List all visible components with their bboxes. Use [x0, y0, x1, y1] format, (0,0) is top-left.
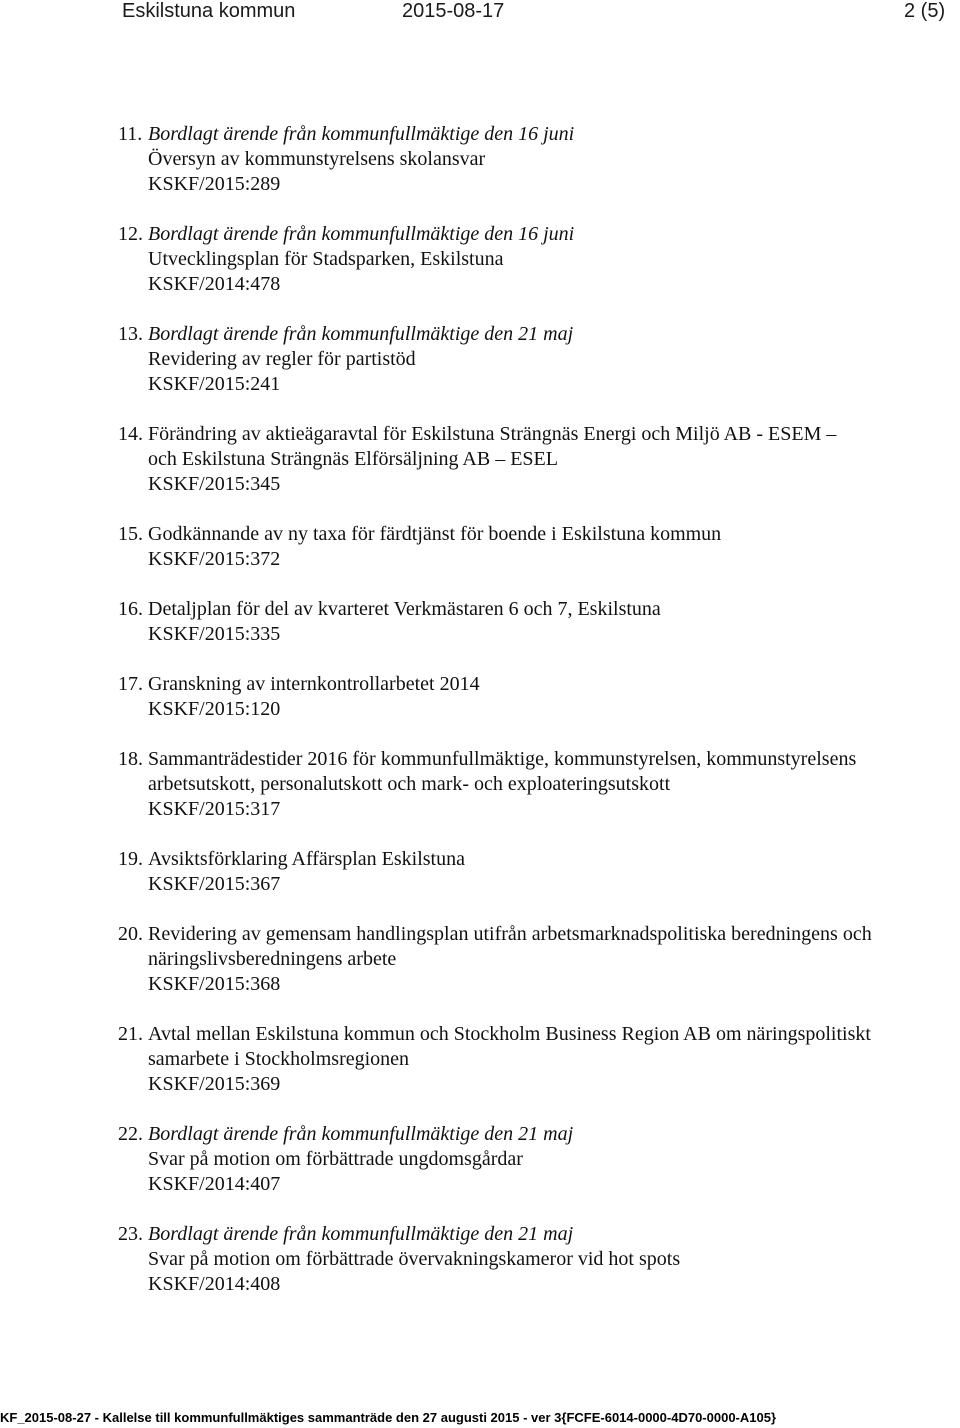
agenda-item-case-id: KSKF/2015:368 [148, 973, 281, 995]
agenda-item [0, 1022, 960, 1097]
agenda-item-note: Bordlagt ärende från kommunfullmäktige den 21 maj [148, 1223, 574, 1245]
agenda-item-title: Utvecklingsplan för Stadsparken, Eskilstuna [148, 248, 504, 270]
agenda-item-number: 15. [118, 523, 143, 545]
agenda-item-title: Detaljplan för del av kvarteret Verkmästaren 6 och 7, Eskilstuna [148, 598, 661, 620]
agenda-item [0, 1122, 960, 1197]
agenda-item-number: 19. [118, 848, 143, 870]
agenda-item-case-id: KSKF/2015:367 [148, 873, 281, 895]
agenda-item-case-id: KSKF/2015:372 [148, 548, 281, 570]
page-header [0, 0, 960, 26]
page-footer: KF_2015-08-27 - Kallelse till kommunfullmäktiges sammanträde den 27 augusti 2015 - ver 3{FCFE-6014-0000-4D70-0000-A105} [0, 1410, 777, 1425]
agenda-item-title: Översyn av kommunstyrelsens skolansvar [148, 148, 486, 170]
header-date: 2015-08-17 [402, 0, 505, 22]
agenda-item [0, 422, 960, 497]
agenda-item-title: och Eskilstuna Strängnäs Elförsäljning AB – ESEL [148, 448, 558, 470]
agenda-item-number: 13. [118, 323, 143, 345]
agenda-item-number: 23. [118, 1223, 143, 1245]
agenda-item [0, 1222, 960, 1297]
agenda-item-case-id: KSKF/2015:335 [148, 623, 281, 645]
agenda-item-title: samarbete i Stockholmsregionen [148, 1048, 410, 1070]
agenda-item-title: näringslivsberedningens arbete [148, 948, 397, 970]
agenda-item-title: Förändring av aktieägaravtal för Eskilstuna Strängnäs Energi och Miljö AB - ESEM – [148, 423, 837, 445]
header-page-number: 2 (5) [904, 0, 946, 22]
agenda-item [0, 672, 960, 722]
agenda-item-title: Svar på motion om förbättrade övervakningskameror vid hot spots [148, 1248, 681, 1270]
agenda-item-title: Avtal mellan Eskilstuna kommun och Stockholm Business Region AB om näringspolitiskt [148, 1023, 871, 1045]
agenda-item-number: 12. [118, 223, 143, 245]
agenda-item [0, 747, 960, 822]
agenda-item [0, 522, 960, 572]
agenda-item-title: Granskning av internkontrollarbetet 2014 [148, 673, 480, 695]
header-organization: Eskilstuna kommun [122, 0, 296, 22]
agenda-item-case-id: KSKF/2015:289 [148, 173, 281, 195]
agenda-list [0, 122, 960, 1322]
agenda-item-case-id: KSKF/2015:345 [148, 473, 281, 495]
agenda-item-case-id: KSKF/2015:241 [148, 373, 281, 395]
agenda-item [0, 122, 960, 197]
agenda-item-note: Bordlagt ärende från kommunfullmäktige den 16 juni [148, 123, 575, 145]
agenda-item-number: 18. [118, 748, 143, 770]
agenda-item-number: 14. [118, 423, 143, 445]
agenda-item-number: 17. [118, 673, 143, 695]
agenda-item [0, 322, 960, 397]
agenda-item-number: 11. [118, 123, 143, 145]
agenda-item-case-id: KSKF/2015:120 [148, 698, 281, 720]
agenda-item-case-id: KSKF/2014:408 [148, 1273, 281, 1295]
agenda-item-title: Revidering av regler för partistöd [148, 348, 416, 370]
agenda-item-note: Bordlagt ärende från kommunfullmäktige den 21 maj [148, 1123, 574, 1145]
agenda-item-title: Godkännande av ny taxa för färdtjänst för boende i Eskilstuna kommun [148, 523, 722, 545]
agenda-item [0, 922, 960, 997]
agenda-item [0, 847, 960, 897]
agenda-item [0, 222, 960, 297]
agenda-item-title: Revidering av gemensam handlingsplan utifrån arbetsmarknadspolitiska beredningens och [148, 923, 872, 945]
agenda-item-number: 20. [118, 923, 143, 945]
agenda-item-note: Bordlagt ärende från kommunfullmäktige den 21 maj [148, 323, 574, 345]
agenda-item-case-id: KSKF/2014:407 [148, 1173, 281, 1195]
agenda-item-note: Bordlagt ärende från kommunfullmäktige den 16 juni [148, 223, 575, 245]
agenda-item-title: Avsiktsförklaring Affärsplan Eskilstuna [148, 848, 465, 870]
agenda-item [0, 597, 960, 647]
agenda-item-case-id: KSKF/2015:369 [148, 1073, 281, 1095]
agenda-item-title: Svar på motion om förbättrade ungdomsgårdar [148, 1148, 523, 1170]
agenda-item-number: 16. [118, 598, 143, 620]
agenda-item-number: 21. [118, 1023, 143, 1045]
agenda-item-case-id: KSKF/2014:478 [148, 273, 281, 295]
agenda-item-number: 22. [118, 1123, 143, 1145]
agenda-item-case-id: KSKF/2015:317 [148, 798, 281, 820]
agenda-item-title: arbetsutskott, personalutskott och mark- och exploateringsutskott [148, 773, 671, 795]
agenda-item-title: Sammanträdestider 2016 för kommunfullmäktige, kommunstyrelsen, kommunstyrelsens [148, 748, 857, 770]
